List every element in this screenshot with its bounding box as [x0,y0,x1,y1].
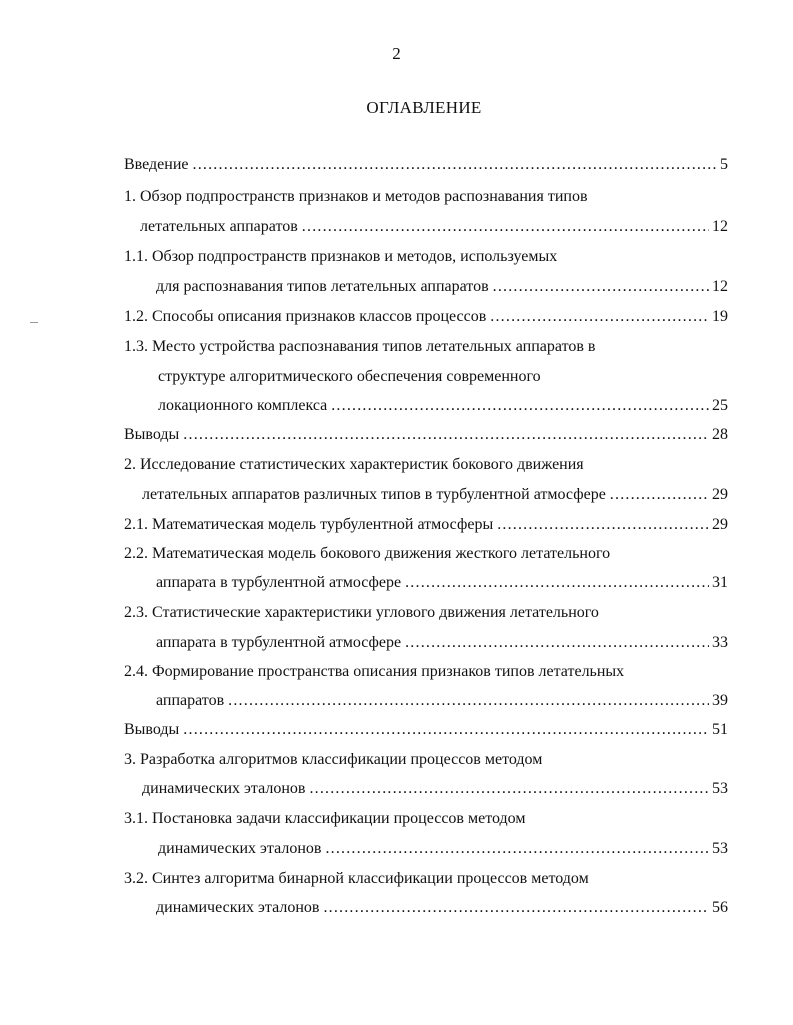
toc-entry-text: аппарата в турбулентной атмосфере [156,574,402,591]
toc-entry-ch2: 2. Исследование статистических характеристик бокового движения [124,456,584,473]
toc-leader-dots [309,778,709,800]
toc-page-number: 12 [712,278,728,295]
toc-entry-3-2: 3.2. Синтез алгоритма бинарной классификации процессов методом [124,870,589,887]
toc-entry-1-1-cont [156,276,728,298]
toc-page-number: 29 [712,516,728,533]
toc-page-number: 33 [712,634,728,651]
toc-leader-dots [610,484,709,506]
toc-entry-text: аппаратов [156,692,225,709]
toc-leader-dots [193,154,718,176]
toc-entry-text: Введение [124,156,189,173]
toc-leader-dots [490,306,709,328]
toc-leader-dots [183,719,709,741]
toc-entry-ch1-cont [140,216,728,238]
toc-page-number: 56 [712,899,728,916]
toc-entry-conclusions-2 [124,719,728,741]
toc-entry-text: Выводы [124,721,180,738]
toc-entry-ch3: 3. Разработка алгоритмов классификации процессов методом [124,751,543,768]
toc-leader-dots [228,690,709,712]
toc-entry-text: динамических эталонов [156,899,320,916]
toc-page-number: 28 [712,426,728,443]
toc-page-number: 53 [712,840,728,857]
toc-entry-intro [124,154,728,176]
toc-page-number: 19 [712,308,728,325]
toc-page-number: 12 [712,218,728,235]
toc-entry-3-1: 3.1. Постановка задачи классификации процессов методом [124,810,526,827]
toc-page-number: 29 [712,486,728,503]
toc-entry-1-2 [124,306,728,328]
toc-entry-3-2-cont [156,897,728,919]
toc-page-number: 31 [712,574,728,591]
toc-leader-dots [323,897,709,919]
toc-leader-dots [405,572,709,594]
toc-entry-text: 1.2. Способы описания признаков классов процессов [124,308,487,325]
toc-entry-text: динамических эталонов [158,840,322,857]
toc-entry-2-2: 2.2. Математическая модель бокового движения жесткого летательного [124,545,611,562]
toc-title: ОГЛАВЛЕНИЕ [366,98,482,117]
toc-entry-2-1 [124,514,728,536]
toc-entry-ch3-cont [142,778,728,800]
toc-leader-dots [405,632,709,654]
toc-leader-dots [183,424,709,446]
toc-entry-1-3: 1.3. Место устройства распознавания типов летательных аппаратов в [124,338,596,355]
toc-leader-dots [497,514,709,536]
toc-page-number: 5 [720,156,728,173]
toc-page-number: 39 [712,692,728,709]
toc-entry-text: летательных аппаратов различных типов в турбулентной атмосфере [142,486,606,503]
toc-entry-2-2-cont [156,572,728,594]
scan-margin-mark [30,322,38,323]
toc-entry-text: летательных аппаратов [140,218,298,235]
toc-leader-dots [331,395,709,417]
toc-leader-dots [302,216,709,238]
toc-entry-text: Выводы [124,426,180,443]
toc-entry-text: локационного комплекса [158,397,328,414]
toc-entry-2-3-cont [156,632,728,654]
toc-page-number: 51 [712,721,728,738]
toc-leader-dots [493,276,709,298]
toc-leader-dots [325,838,709,860]
toc-entry-ch1: 1. Обзор подпространств признаков и методов распознавания типов [124,188,588,205]
toc-entry-text: 2.1. Математическая модель турбулентной атмосферы [124,516,494,533]
toc-entry-1-1: 1.1. Обзор подпространств признаков и методов, используемых [124,248,558,265]
toc-entry-ch2-cont [142,484,728,506]
toc-page-number: 25 [712,397,728,414]
toc-entry-conclusions-1 [124,424,728,446]
toc-entry-1-3-cont2 [158,395,728,417]
toc-entry-1-3-cont: структуре алгоритмического обеспечения современного [158,368,541,385]
toc-entry-text: для распознавания типов летательных аппаратов [156,278,489,295]
page-number: 2 [392,44,401,63]
toc-entry-text: аппарата в турбулентной атмосфере [156,634,402,651]
toc-entry-3-1-cont [158,838,728,860]
toc-entry-text: динамических эталонов [142,780,306,797]
toc-page-number: 53 [712,780,728,797]
toc-entry-2-3: 2.3. Статистические характеристики углового движения летательного [124,604,599,621]
toc-entry-2-4-cont [156,690,728,712]
toc-entry-2-4: 2.4. Формирование пространства описания признаков типов летательных [124,663,625,680]
